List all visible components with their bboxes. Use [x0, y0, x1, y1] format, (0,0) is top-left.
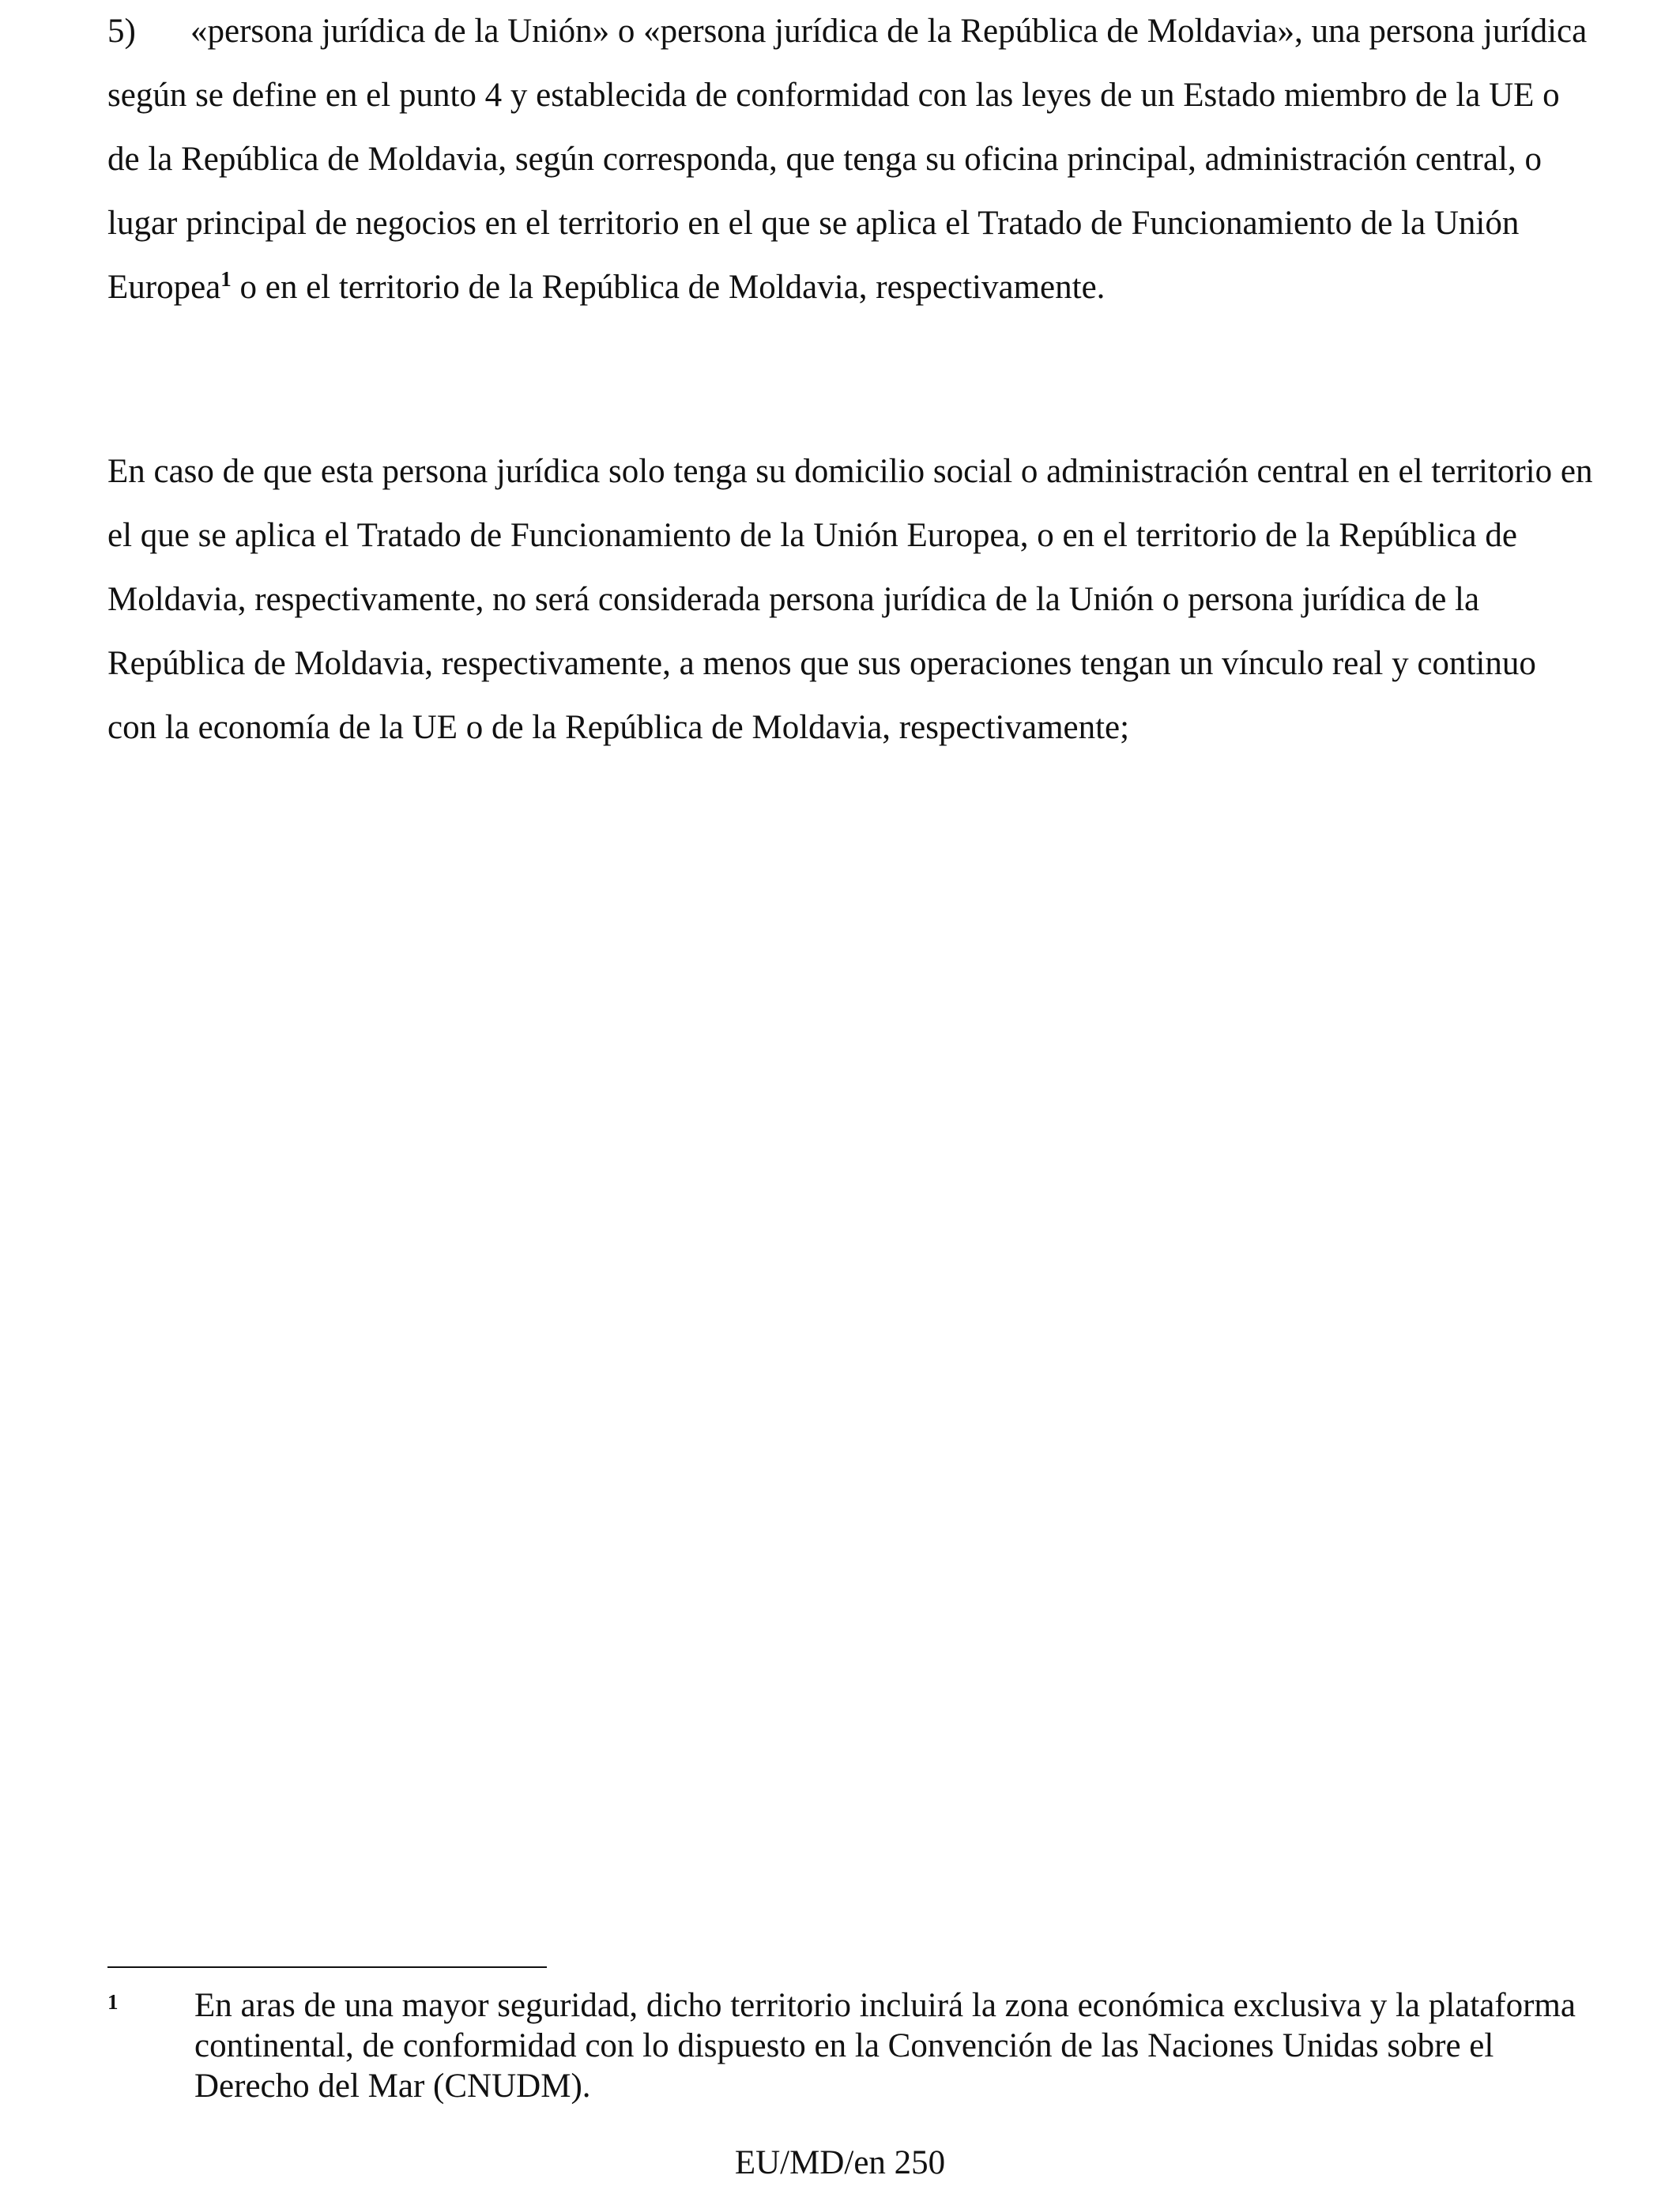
paragraph-text: «persona jurídica de la Unión» o «persona jurídica de la República de Moldavia», una persona jurídica según se define en el punto 4 y establecida de conformidad con las leyes de un Estado miembro de la UE o de la República de Moldavia, según corresponda, que tenga su oficina principal, administración central, o lugar principal de negocios en el territorio en el que se aplica el Tratado de Funcionamiento de la Unión Europea: [107, 13, 1588, 306]
footnote-text: En aras de una mayor seguridad, dicho territorio incluirá la zona económica exclusiva y la plataforma continental, de conformidad con lo dispuesto en la Convención de las Naciones Unidas sobre el Derecho del Mar (CNUDM).: [194, 1987, 1576, 2105]
item-number: 5): [107, 13, 136, 50]
footnote-separator: [107, 1966, 547, 1968]
paragraph-text-continued: o en el territorio de la República de Moldavia, respectivamente.: [231, 269, 1106, 306]
paragraph-legal-person-condition: En caso de que esta persona jurídica solo tenga su domicilio social o administración central en el territorio en el que se aplica el Tratado de Funcionamiento de la Unión Europea, o en el territorio de la República de Moldavia, respectivamente, no será considerada persona jurídica de la Unión o persona jurídica de la República de Moldavia, respectivamente, a menos que sus operaciones tengan un vínculo real y continuo con la economía de la UE o de la República de Moldavia, respectivamente;: [107, 453, 1593, 746]
paragraph-item-5: [107, 0, 1593, 319]
page-footer: EU/MD/en 250: [734, 2144, 946, 2181]
footnote-number: 1: [107, 1990, 119, 2014]
footnote-reference[interactable]: 1: [220, 267, 232, 291]
